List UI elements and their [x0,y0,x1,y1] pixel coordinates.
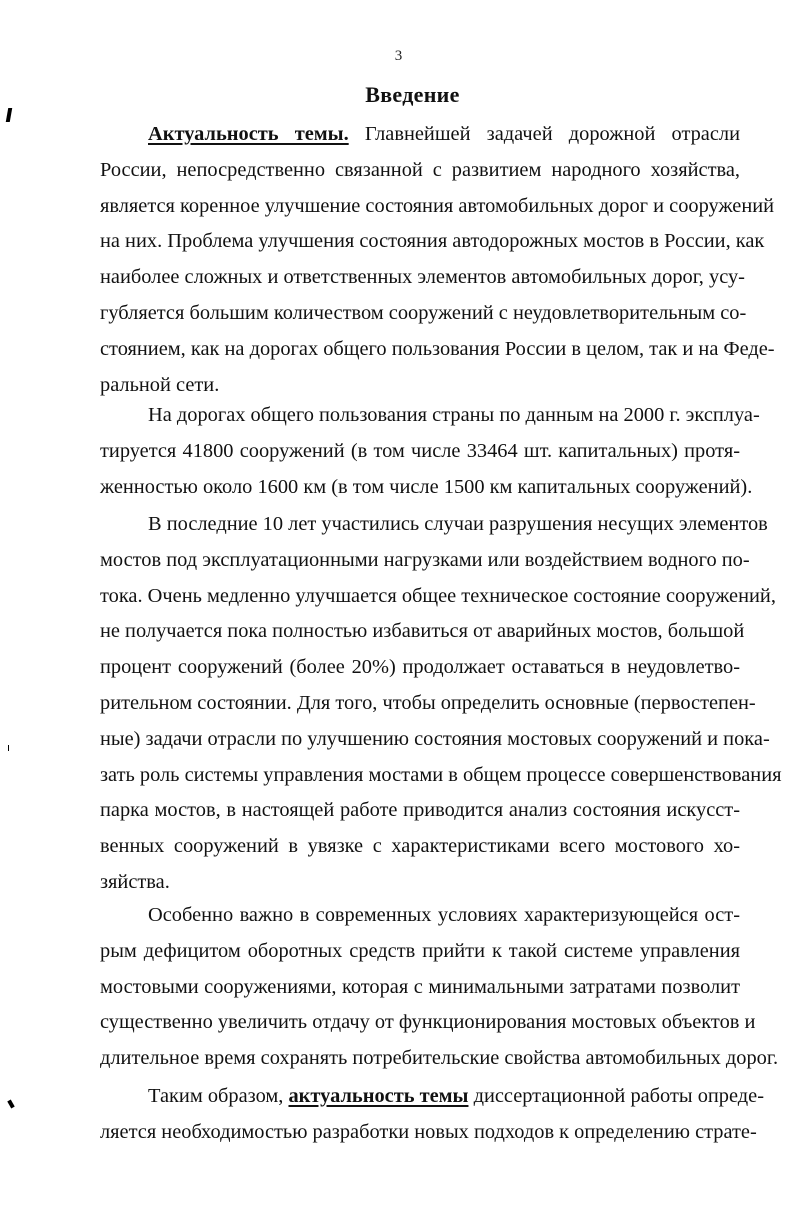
paragraph-destruction-cases [100,507,782,901]
paragraph-conclusion [100,1079,764,1151]
text-line: В последние 10 лет участились случаи разрушения несущих элементов [148,513,768,535]
text-line: существенно увеличить отдачу от функционирования мостовых объектов и [100,1011,756,1034]
text-line: мостовыми сооружениями, которая с минимальными затратами позволит [100,975,740,998]
paragraph-statistics [100,398,760,505]
text-line: длительное время сохранять потребительские свойства автомобильных дорог. [100,1047,779,1070]
text-line: рительном состоянии. Для того, чтобы определить основные (первостепен- [100,691,756,714]
text-line: Таким образом, актуальность темы диссертационной работы опреде- [148,1085,764,1107]
text-line: процент сооружений (более 20%) продолжает оставаться в неудовлетво- [100,656,740,679]
text-line: ляется необходимостью разработки новых подходов к определению страте- [100,1120,757,1143]
text-line: является коренное улучшение состояния автомобильных дорог и сооружений [100,194,775,217]
scan-mark [8,745,9,751]
scan-mark [7,1100,14,1109]
text-line: На дорогах общего пользования страны по данным на 2000 г. эксплуа- [148,404,760,426]
text-line: зать роль системы управления мостами в общем процессе совершенствования [100,763,782,786]
text-line: мостов под эксплуатационными нагрузками или воздействием водного по- [100,548,750,571]
text-line: венных сооружений в увязке с характеристиками всего мостового хо- [100,835,740,858]
text-line: ные) задачи отрасли по улучшению состояния мостовых сооружений и пока- [100,727,770,750]
text-line: на них. Проблема улучшения состояния автодорожных мостов в России, как [100,230,765,253]
text-line: тируется 41800 сооружений (в том числе 33464 шт. капитальных) протя- [100,439,740,462]
text-line: стоянием, как на дорогах общего пользования России в целом, так и на Феде- [100,337,775,360]
text-line: тока. Очень медленно улучшается общее техническое состояние сооружений, [100,584,776,607]
text-line: не получается пока полностью избавиться от аварийных мостов, большой [100,620,745,643]
text-line: парка мостов, в настоящей работе приводится анализ состояния искусст- [100,799,740,822]
text-line: губляется большим количеством сооружений с неудовлетворительным со- [100,301,747,324]
text-line: Особенно важно в современных условиях характеризующейся ост- [148,904,740,926]
scan-mark [6,108,12,122]
text-line: женностью около 1600 км (в том числе 1500 км капитальных сооружений). [100,475,753,498]
page-title: Введение [365,82,460,107]
relevance-lead: Актуальность темы. [148,123,349,145]
text-line: России, непосредственно связанной с развитием народного хозяйства, [100,158,740,181]
paragraph-relevance [100,117,775,403]
text-line: рым дефицитом оборотных средств прийти к такой системе управления [100,939,740,962]
text-line: наиболее сложных и ответственных элементов автомобильных дорог, усу- [100,266,745,289]
text-line: ральной сети. [100,373,220,396]
relevance-emphasis: актуальность темы [288,1085,469,1107]
page-number: 3 [394,48,403,64]
text-line: зяйства. [100,870,170,893]
paragraph-management-system [100,898,779,1077]
text-line: Актуальность темы. Главнейшей задачей дорожной отрасли [148,123,740,145]
